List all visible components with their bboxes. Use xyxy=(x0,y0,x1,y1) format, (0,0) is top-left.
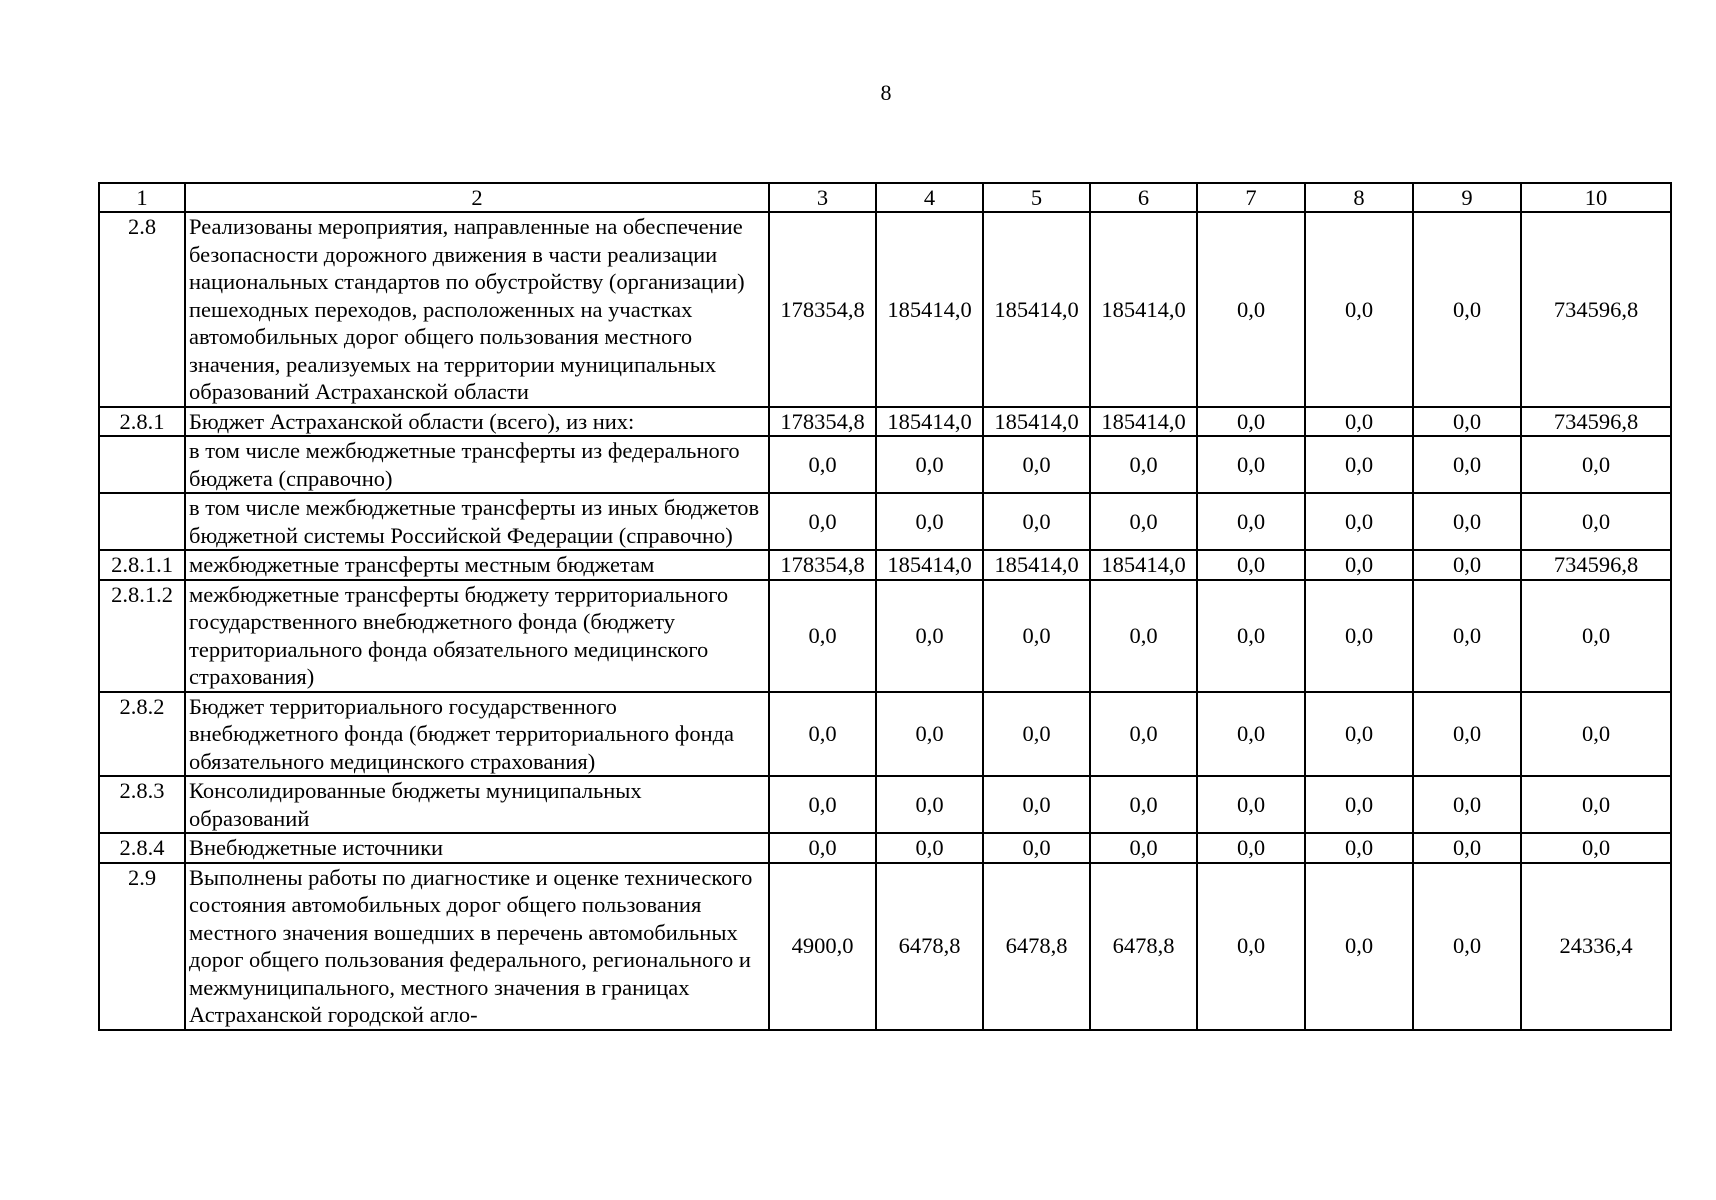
row-code: 2.9 xyxy=(99,863,185,1030)
table-row xyxy=(99,436,1671,493)
value-cell: 0,0 xyxy=(1305,436,1413,493)
value-cell: 0,0 xyxy=(1197,212,1305,407)
page-number: 8 xyxy=(880,80,892,105)
value-cell: 0,0 xyxy=(876,436,983,493)
row-code xyxy=(99,436,185,493)
value-cell: 0,0 xyxy=(876,833,983,863)
row-code: 2.8.1.2 xyxy=(99,580,185,692)
column-header: 7 xyxy=(1197,183,1305,212)
value-cell: 185414,0 xyxy=(876,407,983,437)
value-cell: 0,0 xyxy=(983,692,1090,777)
table-row xyxy=(99,692,1671,777)
value-cell: 0,0 xyxy=(769,833,876,863)
column-header: 10 xyxy=(1521,183,1671,212)
value-cell: 0,0 xyxy=(1090,692,1197,777)
value-cell: 0,0 xyxy=(1305,550,1413,580)
value-cell: 4900,0 xyxy=(769,863,876,1030)
column-header: 9 xyxy=(1413,183,1521,212)
value-cell: 178354,8 xyxy=(769,407,876,437)
value-cell: 0,0 xyxy=(1305,692,1413,777)
value-cell: 0,0 xyxy=(1413,493,1521,550)
value-cell: 0,0 xyxy=(876,493,983,550)
value-cell: 0,0 xyxy=(1090,776,1197,833)
row-description: Выполнены работы по диагностике и оценке технического состояния автомобильных дорог общего пользования местного значения вошедших в перечень автомобильных дорог общего пользования федерального, регионального и межмуниципального, местного значения в границах Астраханской городской агло- xyxy=(185,863,769,1030)
row-code: 2.8.1 xyxy=(99,407,185,437)
value-cell: 0,0 xyxy=(1197,692,1305,777)
value-cell: 0,0 xyxy=(1197,863,1305,1030)
row-description: в том числе межбюджетные трансферты из иных бюджетов бюджетной системы Российской Федерации (справочно) xyxy=(185,493,769,550)
table-row xyxy=(99,580,1671,692)
value-cell: 185414,0 xyxy=(983,407,1090,437)
value-cell: 0,0 xyxy=(1413,776,1521,833)
table-row xyxy=(99,493,1671,550)
value-cell: 0,0 xyxy=(1521,580,1671,692)
value-cell: 6478,8 xyxy=(983,863,1090,1030)
column-header: 5 xyxy=(983,183,1090,212)
table-row xyxy=(99,407,1671,437)
table-row xyxy=(99,550,1671,580)
value-cell: 0,0 xyxy=(1197,833,1305,863)
table-row xyxy=(99,776,1671,833)
value-cell: 0,0 xyxy=(983,833,1090,863)
value-cell: 0,0 xyxy=(1413,580,1521,692)
value-cell: 0,0 xyxy=(1305,833,1413,863)
table-row xyxy=(99,863,1671,1030)
row-code: 2.8.4 xyxy=(99,833,185,863)
value-cell: 0,0 xyxy=(1305,863,1413,1030)
table-row xyxy=(99,212,1671,407)
row-description: Бюджет Астраханской области (всего), из них: xyxy=(185,407,769,437)
row-description: Бюджет территориального государственного внебюджетного фонда (бюджет территориального фонда обязательного медицинского страхования) xyxy=(185,692,769,777)
value-cell: 185414,0 xyxy=(1090,212,1197,407)
row-description: Реализованы мероприятия, направленные на обеспечение безопасности дорожного движения в части реализации национальных стандартов по обустройству (организации) пешеходных переходов, расположенных на участках автомобильных дорог общего пользования местного значения, реализуемых на территории муниципальных образований Астраханской области xyxy=(185,212,769,407)
value-cell: 0,0 xyxy=(1197,550,1305,580)
value-cell: 185414,0 xyxy=(1090,550,1197,580)
value-cell: 0,0 xyxy=(876,776,983,833)
column-header: 1 xyxy=(99,183,185,212)
row-description: межбюджетные трансферты бюджету территориального государственного внебюджетного фонда (бюджету территориального фонда обязательного медицинского страхования) xyxy=(185,580,769,692)
value-cell: 0,0 xyxy=(1413,550,1521,580)
value-cell: 0,0 xyxy=(1197,436,1305,493)
column-header: 3 xyxy=(769,183,876,212)
column-header: 8 xyxy=(1305,183,1413,212)
value-cell: 178354,8 xyxy=(769,212,876,407)
value-cell: 0,0 xyxy=(1413,212,1521,407)
value-cell: 6478,8 xyxy=(1090,863,1197,1030)
value-cell: 0,0 xyxy=(1413,863,1521,1030)
value-cell: 734596,8 xyxy=(1521,212,1671,407)
value-cell: 0,0 xyxy=(983,436,1090,493)
value-cell: 0,0 xyxy=(1413,436,1521,493)
column-header: 4 xyxy=(876,183,983,212)
column-header: 2 xyxy=(185,183,769,212)
value-cell: 0,0 xyxy=(1090,493,1197,550)
value-cell: 0,0 xyxy=(1521,833,1671,863)
value-cell: 0,0 xyxy=(769,692,876,777)
value-cell: 185414,0 xyxy=(983,550,1090,580)
row-description: межбюджетные трансферты местным бюджетам xyxy=(185,550,769,580)
row-code: 2.8.2 xyxy=(99,692,185,777)
value-cell: 0,0 xyxy=(769,776,876,833)
row-description: в том числе межбюджетные трансферты из федерального бюджета (справочно) xyxy=(185,436,769,493)
value-cell: 0,0 xyxy=(1305,776,1413,833)
table-row xyxy=(99,833,1671,863)
value-cell: 0,0 xyxy=(1197,776,1305,833)
value-cell: 734596,8 xyxy=(1521,407,1671,437)
value-cell: 0,0 xyxy=(1090,833,1197,863)
value-cell: 0,0 xyxy=(1197,493,1305,550)
value-cell: 0,0 xyxy=(876,692,983,777)
value-cell: 0,0 xyxy=(1305,580,1413,692)
value-cell: 185414,0 xyxy=(1090,407,1197,437)
value-cell: 185414,0 xyxy=(876,212,983,407)
row-code: 2.8.3 xyxy=(99,776,185,833)
value-cell: 0,0 xyxy=(1090,580,1197,692)
value-cell: 0,0 xyxy=(769,580,876,692)
value-cell: 0,0 xyxy=(876,580,983,692)
column-header: 6 xyxy=(1090,183,1197,212)
table-header-row xyxy=(99,183,1671,212)
value-cell: 0,0 xyxy=(1521,436,1671,493)
value-cell: 0,0 xyxy=(1413,833,1521,863)
value-cell: 185414,0 xyxy=(983,212,1090,407)
value-cell: 0,0 xyxy=(1413,407,1521,437)
budget-table xyxy=(98,182,1672,1031)
value-cell: 0,0 xyxy=(1305,212,1413,407)
value-cell: 0,0 xyxy=(769,493,876,550)
value-cell: 185414,0 xyxy=(876,550,983,580)
value-cell: 0,0 xyxy=(1197,580,1305,692)
row-code: 2.8.1.1 xyxy=(99,550,185,580)
row-code: 2.8 xyxy=(99,212,185,407)
value-cell: 0,0 xyxy=(983,776,1090,833)
value-cell: 0,0 xyxy=(1090,436,1197,493)
row-code xyxy=(99,493,185,550)
row-description: Внебюджетные источники xyxy=(185,833,769,863)
value-cell: 0,0 xyxy=(1521,776,1671,833)
value-cell: 24336,4 xyxy=(1521,863,1671,1030)
value-cell: 0,0 xyxy=(1521,692,1671,777)
value-cell: 0,0 xyxy=(983,493,1090,550)
row-description: Консолидированные бюджеты муниципальных образований xyxy=(185,776,769,833)
value-cell: 0,0 xyxy=(1305,407,1413,437)
value-cell: 0,0 xyxy=(983,580,1090,692)
value-cell: 0,0 xyxy=(1197,407,1305,437)
value-cell: 178354,8 xyxy=(769,550,876,580)
value-cell: 0,0 xyxy=(769,436,876,493)
value-cell: 0,0 xyxy=(1521,493,1671,550)
value-cell: 0,0 xyxy=(1413,692,1521,777)
value-cell: 734596,8 xyxy=(1521,550,1671,580)
value-cell: 0,0 xyxy=(1305,493,1413,550)
value-cell: 6478,8 xyxy=(876,863,983,1030)
